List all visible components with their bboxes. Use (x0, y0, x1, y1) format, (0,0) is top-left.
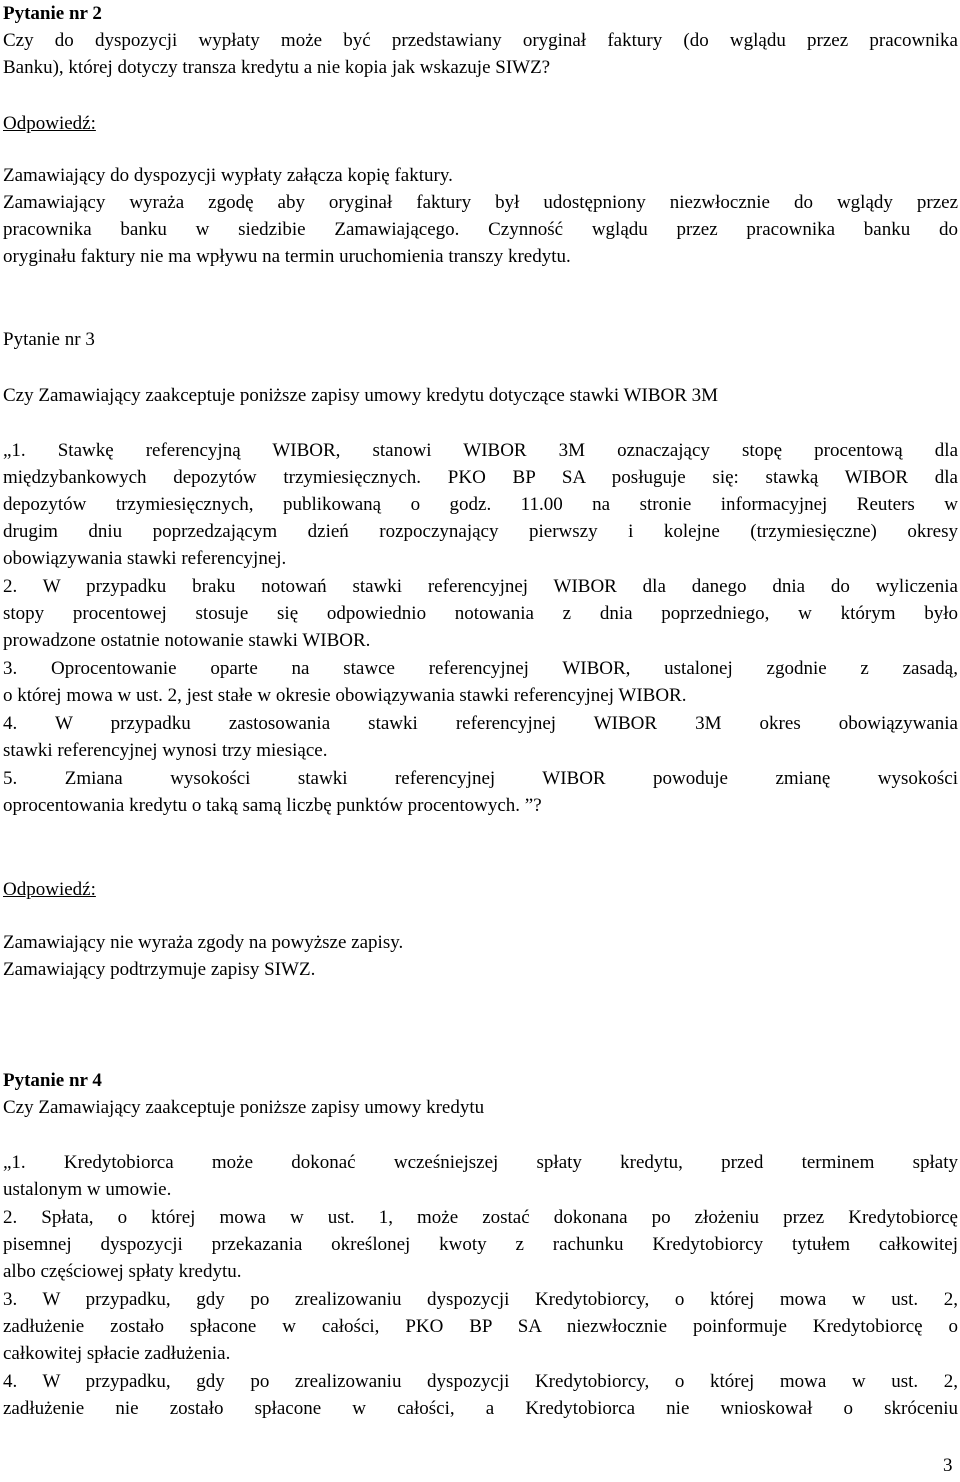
question-3-line: prowadzone ostatnie notowanie stawki WIBOR. (3, 630, 371, 651)
question-3-line: obowiązywania stawki referencyjnej. (3, 548, 287, 569)
question-3-intro: Czy Zamawiający zaakceptuje poniższe zapisy umowy kredytu dotyczące stawki WIBOR 3M (3, 385, 719, 406)
answer-3-line: Zamawiający nie wyraża zgody na powyższe zapisy. (3, 932, 404, 953)
question-3-line: stopy procentowej stosuje się odpowiednio notowania z dnia poprzedniego, w którym było (3, 603, 958, 624)
question-4-line: całkowitej spłacie zadłużenia. (3, 1343, 231, 1364)
answer-3-line: Zamawiający podtrzymuje zapisy SIWZ. (3, 959, 316, 980)
question-2-line: Czy do dyspozycji wypłaty może być przedstawiany oryginał faktury (do wglądu przez pracownika (3, 30, 958, 51)
answer-2-line: Zamawiający wyraża zgodę aby oryginał faktury był udostępniony niezwłocznie do wglądy przez (3, 192, 958, 213)
answer-2-line: oryginału faktury nie ma wpływu na termin uruchomienia transzy kredytu. (3, 246, 571, 267)
question-2-title: Pytanie nr 2 (3, 3, 102, 24)
question-3-line: 2. W przypadku braku notowań stawki referencyjnej WIBOR dla danego dnia do wyliczenia (3, 576, 958, 597)
question-4-line: pisemnej dyspozycji przekazania określonej kwoty z rachunku Kredytobiorcy tytułem całkowitej (3, 1234, 958, 1255)
question-4-line: 4. W przypadku, gdy po zrealizowaniu dyspozycji Kredytobiorcy, o której mowa w ust. 2, (3, 1371, 958, 1392)
question-4-line: zadłużenie zostało spłacone w całości, PKO BP SA niezwłocznie poinformuje Kredytobiorcę o (3, 1316, 958, 1337)
question-3-line: międzybankowych depozytów trzymiesięcznych. PKO BP SA posługuje się: stawką WIBOR dla (3, 467, 958, 488)
question-4-intro: Czy Zamawiający zaakceptuje poniższe zapisy umowy kredytu (3, 1097, 485, 1118)
question-3-line: depozytów trzymiesięcznych, publikowaną o godz. 11.00 na stronie informacyjnej Reuters w (3, 494, 958, 515)
question-2-line: Banku), której dotyczy transza kredytu a nie kopia jak wskazuje SIWZ? (3, 57, 551, 78)
question-3-line: o której mowa w ust. 2, jest stałe w okresie obowiązywania stawki referencyjnej WIBOR. (3, 685, 687, 706)
question-4-title: Pytanie nr 4 (3, 1070, 102, 1091)
question-4-line: „1. Kredytobiorca może dokonać wcześniejszej spłaty kredytu, przed terminem spłaty (3, 1152, 958, 1173)
question-3-title: Pytanie nr 3 (3, 329, 95, 350)
question-3-line: 5. Zmiana wysokości stawki referencyjnej WIBOR powoduje zmianę wysokości (3, 768, 958, 789)
question-3-line: „1. Stawkę referencyjną WIBOR, stanowi WIBOR 3M oznaczający stopę procentową dla (3, 440, 958, 461)
answer-2-line: pracownika banku w siedzibie Zamawiającego. Czynność wglądu przez pracownika banku do (3, 219, 958, 240)
question-4-line: 2. Spłata, o której mowa w ust. 1, może zostać dokonana po złożeniu przez Kredytobiorcę (3, 1207, 958, 1228)
answer-2-label: Odpowiedź: (3, 113, 96, 134)
question-3-line: 3. Oprocentowanie oparte na stawce referencyjnej WIBOR, ustalonej zgodnie z zasadą, (3, 658, 958, 679)
question-3-line: drugim dniu poprzedzającym dzień rozpoczynający pierwszy i kolejne (trzymiesięczne) okresy (3, 521, 958, 542)
question-4-line: ustalonym w umowie. (3, 1179, 172, 1200)
question-3-line: stawki referencyjnej wynosi trzy miesiące. (3, 740, 328, 761)
question-4-line: albo częściowej spłaty kredytu. (3, 1261, 242, 1282)
question-3-line: oprocentowania kredytu o taką samą liczbę punktów procentowych. ”? (3, 795, 542, 816)
question-3-line: 4. W przypadku zastosowania stawki referencyjnej WIBOR 3M okres obowiązywania (3, 713, 958, 734)
page-number: 3 (943, 1455, 953, 1476)
answer-3-label: Odpowiedź: (3, 879, 96, 900)
question-4-line: 3. W przypadku, gdy po zrealizowaniu dyspozycji Kredytobiorcy, o której mowa w ust. 2, (3, 1289, 958, 1310)
answer-2-line: Zamawiający do dyspozycji wypłaty załącza kopię faktury. (3, 165, 453, 186)
question-4-line: zadłużenie nie zostało spłacone w całości, a Kredytobiorca nie wnioskował o skróceniu (3, 1398, 958, 1419)
